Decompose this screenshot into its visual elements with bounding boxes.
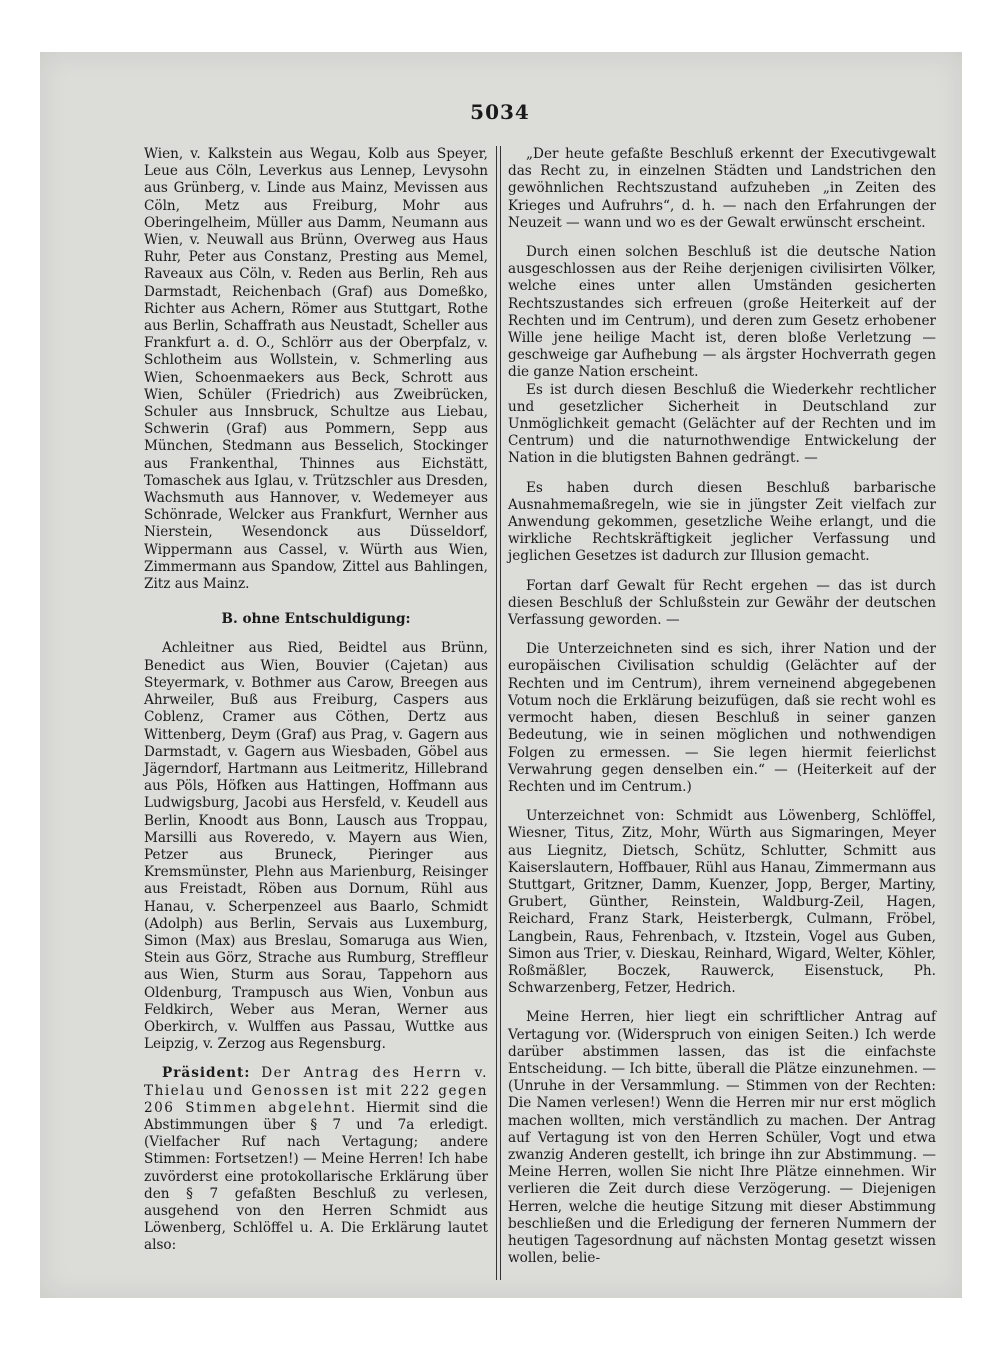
declaration-paragraph-4: Es haben durch diesen Beschluß barbarische Ausnahmemaßregeln, wie sie in jüngster Zeit vielfach zur Anwendung gekommen, gesetzliche Weihe erlangt, und die wirkliche Rechtskräftigkeit jeglicher Verfassung und jeglichen Gesetzes ist dadurch zur Illusion gemacht. (508, 479, 936, 565)
declaration-paragraph-3: Es ist durch diesen Beschluß die Wiederkehr rechtlicher und gesetzlicher Sicherheit in Deutschland zur Unmöglichkeit gemacht (Gelächter auf der Rechten und im Centrum) und die naturnothwendige Entwickelung der Nation in die blutigsten Bahnen gedrängt. — (508, 381, 936, 467)
declaration-paragraph-6: Die Unterzeichneten sind es sich, ihrer Nation und der europäischen Civilisation schuldig (Gelächter auf der Rechten und im Centrum), ihrem verneinend abgegebenen Votum noch die Erklärung beizufügen, daß sie recht wohl es vermocht haben, diesen Beschluß in seiner ganzen Bedeutung, wie in seinen möglichen und nothwendigen Folgen zu ermessen. — Sie legen hiermit feierlichst Verwahrung gegen denselben ein.“ — (Heiterkeit auf der Rechten und im Centrum.) (508, 641, 936, 795)
vote-result: Der Antrag des Herrn v. Thielau und Genossen ist mit 222 gegen 206 Stimmen abgelehnt. (144, 1065, 488, 1116)
president-text: Hiermit sind die Abstimmungen über § 7 und 7a erledigt. (Vielfacher Ruf nach Vertagung; andere Stimmen: Fortsetzen!) — Meine Herren! Ich habe zuvörderst eine protokollarische Erklärung über den § 7 gefaßten Beschluß zu verlesen, ausgehend von den Herren Schmidt aus Löwenberg, Schlöffel u. A. Die Erklärung lautet also: (144, 1099, 489, 1254)
signatories-list: Unterzeichnet von: Schmidt aus Löwenberg, Schlöffel, Wiesner, Titus, Zitz, Mohr, Würth aus Sigmaringen, Meyer aus Liegnitz, Dietsch, Schütz, Schlutter, Schmitt aus Kaiserslautern, Hoffbauer, Rühl aus Hanau, Zimmermann aus Stuttgart, Gritzner, Damm, Kuenzer, Jopp, Berger, Martiny, Grubert, Günther, Reinstein, Waldburg-Zeil, Hagen, Reichard, Franz Stark, Heisterbergk, Culmann, Fröbel, Langbein, Raus, Fehrenbach, v. Itzstein, Vogel aus Guben, Simon aus Trier, v. Dieskau, Reinhard, Wigard, Welter, Köhler, Roßmäßler, Boczek, Rauwerck, Eisenstuck, Ph. Schwarzenberg, Fetzer, Hedrich. (508, 808, 936, 997)
president-adjournment-speech: Meine Herren, hier liegt ein schriftlicher Antrag auf Vertagung vor. (Widerspruch von einigen Seiten.) Ich werde darüber abstimmen lassen, das ist die einfachste Entscheidung. — Ich bitte, überall die Plätze einzunehmen. — (Unruhe in der Versammlung. — Stimmen von der Rechten: Die Namen verlesen!) Wenn die Herren mir nur erst möglich machen wollten, mich verständlich zu machen. Der Antrag auf Vertagung ist von den Herren Schüler, Vogt und etwa zwanzig Anderen gestellt, ich bringe ihn zur Abstimmung. — Meine Herren, wollen Sie nicht Ihre Plätze einnehmen. Wir verlieren die Zeit durch diese Verzögerung. — Diejenigen Herren, welche die heutige Sitzung mit dieser Abstimmung beschließen und die Erledigung der ferneren Nummern der heutigen Tagesordnung auf nächsten Montag gesetzt wissen wollen, belie- (508, 1009, 936, 1267)
right-column (508, 146, 936, 1267)
section-heading-unexcused: B. ohne Entschuldigung: (221, 611, 411, 628)
unexcused-member-list: Achleitner aus Ried, Beidtel aus Brünn, Benedict aus Wien, Bouvier (Cajetan) aus Steyermark, v. Bothmer aus Carow, Breegen aus Ahrweiler, Buß aus Freiburg, Caspers aus Coblenz, Cramer aus Cöthen, Dertz aus Wittenberg, Deym (Graf) aus Prag, v. Gagern aus Darmstadt, v. Gagern aus Wiesbaden, Göbel aus Jägerndorf, Hartmann aus Leitmeritz, Hillebrand aus Pöls, Höfken aus Hattingen, Hoffmann aus Ludwigsburg, Jacobi aus Hersfeld, v. Keudell aus Berlin, Knoodt aus Bonn, Lausch aus Troppau, Marsilli aus Roveredo, v. Mayern aus Wien, Petzer aus Bruneck, Pieringer aus Kremsmünster, Plehn aus Marienburg, Reisinger aus Freistadt, Röben aus Dornum, Rühl aus Hanau, v. Scherpenzeel aus Baarlo, Schmidt (Adolph) aus Berlin, Servais aus Luxemburg, Simon (Max) aus Breslau, Somaruga aus Wien, Stein aus Görz, Strache aus Rumburg, Streffleur aus Wien, Sturm aus Sorau, Tappehorn aus Oldenburg, Trampusch aus Wien, Vonbun aus Feldkirch, Weber aus Meran, Werner aus Oberkirch, v. Wulffen aus Passau, Wuttke aus Leipzig, v. Zerzog aus Regensburg. (144, 640, 488, 1053)
column-divider (496, 146, 501, 1280)
declaration-paragraph-5: Fortan darf Gewalt für Recht ergehen — das ist durch diesen Beschluß der Schlußstein zur Gewähr der deutschen Verfassung geworden. — (508, 577, 936, 629)
president-statement (144, 1065, 488, 1254)
speaker-label: Präsident: (162, 1065, 251, 1082)
excused-member-list: Wien, v. Kalkstein aus Wegau, Kolb aus Speyer, Leue aus Cöln, Leverkus aus Lennep, Levysohn aus Grünberg, v. Linde aus Mainz, Mevissen aus Cöln, Metz aus Freiburg, Mohr aus Oberingelheim, Müller aus Damm, Neumann aus Wien, v. Neuwall aus Brünn, Overweg aus Haus Ruhr, Peter aus Constanz, Presting aus Memel, Raveaux aus Cöln, v. Reden aus Berlin, Reh aus Darmstadt, Reichenbach (Graf) aus Domeßko, Richter aus Achern, Römer aus Stuttgart, Rothe aus Berlin, Schaffrath aus Neustadt, Scheller aus Frankfurt a. d. O., Schlörr aus der Oberpfalz, v. Schlotheim aus Wollstein, v. Schmerling aus Wien, Schoenmaekers aus Beck, Schrott aus Wien, Schüler (Friedrich) aus Zweibrücken, Schuler aus Innsbruck, Schultze aus Liebau, Schwerin (Graf) aus Pommern, Sepp aus München, Stedmann aus Besselich, Stockinger aus Frankenthal, Thinnes aus Eichstätt, Tomaschek aus Iglau, v. Trützschler aus Dresden, Wachsmuth aus Hannover, v. Wedemeyer aus Schönrade, Welcker aus Frankfurt, Wernher aus Nierstein, Wesendonck aus Düsseldorf, Wippermann aus Cassel, v. Würth aus Wien, Zimmermann aus Spandow, Zittel aus Bahlingen, Zitz aus Mainz. (144, 146, 488, 593)
declaration-paragraph-2: Durch einen solchen Beschluß ist die deutsche Nation ausgeschlossen aus der Reihe derjenigen civilisirten Völker, welche eines unter allen Umständen gesicherten Rechtszustandes sich erfreuen (große Heiterkeit auf der Rechten und im Centrum), und deren zum Gesetz erhobener Wille jene heilige Macht ist, deren bloße Verletzung — geschweige gar Aufhebung — als ärgster Hochverrath gegen die ganze Nation erscheint. (508, 244, 936, 381)
page-number: 5034 (470, 100, 530, 124)
declaration-paragraph-1: „Der heute gefaßte Beschluß erkennt der Executivgewalt das Recht zu, in einzelnen Städten und Landstrichen den gewöhnlichen Rechtszustand aufzuheben „in Zeiten des Krieges und Aufruhrs“, d. h. — nach den Erfahrungen der Neuzeit — wann und wo es der Gewalt erwünscht erscheint. (508, 146, 936, 231)
left-column (144, 146, 488, 1255)
